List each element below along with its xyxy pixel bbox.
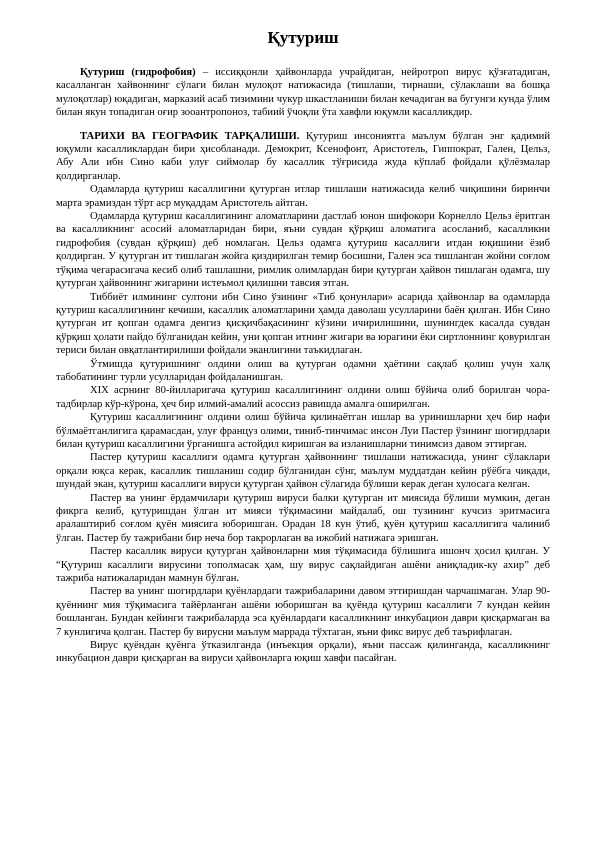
intro-text: – иссиққонли ҳайвонларда учрайдиган, нейротроп вирус қўзғатадиган, касалланган хайвоннинг сўлаги билан мулоқот натижасида (тишлаши, тирнаши, сўлаклаши ва бошқа мулоқотлар) юқадиган, марказий асаб тизимини чукур шкастланиши билан кечадиган ва бугунги кунда ўлим билан якун топадиган оғир зооантропоноз, табиий ўчоқли ўта хавфли юқумли касалликдир. xyxy=(56,67,550,119)
body-paragraph: Пастер қутуриш касаллиги одамга қутурган ҳайвоннинг тишлаши натижасида, унинг сўлаклари орқали юқса керак, касаллик тишланиш содир бўлганидан сўнг, маълум муддатдан кейин рўёбга чиқади, шундай экан, қутуриш касаллиги вируси қутурган ҳайвон сўлагида бўлиши керак деган хулосага келган. xyxy=(56,452,550,491)
document-title: Қутуриш xyxy=(267,28,339,47)
body-paragraph: Ўтмишда қутуришнинг олдини олиш ва қутурган одамни ҳаётини сақлаб қолиш учун халқ табобатининг турли усулларидан фойдаланишган. xyxy=(56,358,550,383)
body-paragraph: Одамларда қутуриш касаллигини қутурган итлар тишлаши натижасида келиб чиқишини биринчи марта эрамиздан тўрт аср муқаддам Аристотель айтган. xyxy=(56,184,550,209)
body-paragraph: Пастер ва унинг шогирдлари қуёнлардаги тажрибаларини давом эттиришдан чарчашмаган. Улар 90-қуённинг мия тўқимасига тайёрланган ашёни юборишган ва қуёнда қутуриш касаллиги 7 кундан кейин бошланган. Бундан кейинги тажрибаларда эса қуёнлардаги касалликнинг инкубацион даври қисқармаган ва 7 кунлигича қолган. Пастер бу вирусни маълум маррада тўхтаган, яъни фикс вирус деб таърифлаган. xyxy=(56,586,550,638)
intro-paragraph xyxy=(56,66,550,120)
history-heading: ТАРИХИ ВА ГЕОГРАФИК ТАРҚАЛИШИ. xyxy=(80,130,300,142)
body-paragraph: Тиббиёт илмининг султони ибн Сино ўзининг «Тиб қонунлари» асарида ҳайвонлар ва одамларда қутуриш касаллигининг кечиши, касаллик аломатларини ҳамда даволаш усулларини баён қилган. Ибн Сино қутурган ит қопган одамга денгиз қисқичбақасининг кўзини ичирилишини, шунингдек касалда сувдан қўрқиш ҳолати пайдо бўлганидан кейин, уни қопган итнинг жигари ва юрагини ёки сиртлоннинг қовурилган териси билан овқатлантирилиши фойдали эканлигини таъкидлаган. xyxy=(56,291,550,357)
history-paragraph xyxy=(56,130,550,184)
document-page xyxy=(56,28,550,666)
history-text: Қутуриш инсониятга маълум бўлган энг қадимий юқумли касалликлардан бири ҳисобланади. Демокрит, Ксенофонт, Аристотель, Гиппократ, Гален, Цельз, Абу Али ибн Сино каби улуғ сиймолар бу касаллик тўғрисида жуда кўплаб фойдали қўлёзмалар қолдирганлар. xyxy=(56,130,550,182)
body-paragraph: Вирус қуёндан қуёнга ўтказилганда (инъекция орқали), яъни пассаж қилинганда, касалликнинг инкубацион даври қисқарган ва вируси ҳайвонларга юқиш хавфи пасайган. xyxy=(56,640,550,665)
body-paragraph: Пастер касаллик вируси қутурган ҳайвонларни мия тўқимасида бўлишига ишонч ҳосил қилган. У “Қутуриш касаллиги вирусини тополмасак ҳам, шу вирус сақлайдиган ашёни аниқладик-ку ахир” деб тажриба натижаларидан мамнун бўлган. xyxy=(56,546,550,585)
intro-term: Қутуриш (гидрофобия) xyxy=(80,67,196,78)
body-paragraph: Одамларда қутуриш касаллигининг аломатларини дастлаб юнон шифокори Корнелло Цельз ёритган ва касалликнинг асосий аломатларидан бири, яъни сувдан қўрқиш аломатига асосланиб, касалликни гидрофобия (сувдан қўрқиш) деб номлаган. Цельз одамга қутуриш касаллиги итдан юқишини ёзиб қолдирган. У қутурган ит тишлаган жойга қиздирилган темир босишни, Гален эса тишланган жойни соғлом тўқима чегарасигача кесиб олиб ташлашни, римлик олимлардан бири қутурган ҳайвон тишлаган одамга, шу қутурган ҳайвоннинг жигарини истеъмол қилишни тавсия этган. xyxy=(56,211,550,290)
body-paragraph: Пастер ва унинг ёрдамчилари қутуриш вируси балки қутурган ит миясида бўлиши мумкин, деган фикрга келиб, қутуришдан ўлган ит мияси тўқимасини майдалаб, ош тузининг кучсиз эритмасига аралаштириб соғлом қуён миясига юборишган. Орадан 18 кун ўтиб, қуён қутуриш касаллигига чалиниб ўлган. Пастер бу тажрибани бир неча бор такрорлаган ва ижобий натижага эришган. xyxy=(56,492,550,544)
body-paragraph: Қутуриш касаллигининг олдини олиш бўйича қилинаётган ишлар ва уринишларни ҳеч бир нафи бўлмаётганлигига қарамасдан, улуғ француз олими, тиниб-тинчимас инсон Луи Пастер ўзининг шогирдлари билан қутуриш касаллигини ўрганишга астойдил киришган ва изланишларни тинимсиз давом эттирган. xyxy=(56,412,550,450)
body-paragraph: XIX асрнинг 80-йилларигача қутуриш касаллигининг олдини олиш бўйича олиб борилган чора-тадбирлар кўр-кўрона, ҳеч бир илмий-амалий асоссиз равишда амалга оширилган. xyxy=(56,385,550,410)
